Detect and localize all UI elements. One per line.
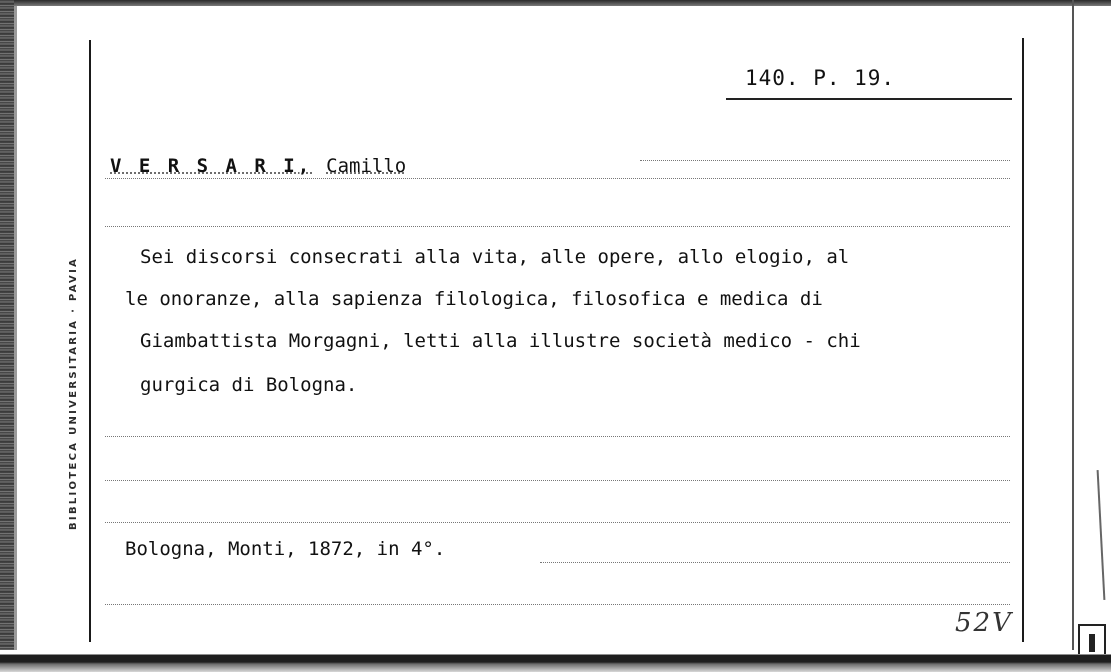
- guide-line: [105, 480, 1010, 481]
- guide-line: [105, 522, 1010, 523]
- shelfmark-underline: [726, 98, 1012, 100]
- guide-line: [540, 562, 1010, 563]
- author-given-name: Camillo: [326, 155, 407, 177]
- guide-line: [105, 226, 1010, 227]
- imprint: Bologna, Monti, 1872, in 4°.: [125, 538, 446, 560]
- title-line: Giambattista Morgagni, letti alla illustre società medico - chi: [140, 330, 861, 352]
- card-left-rule: [89, 40, 91, 642]
- scan-right-edge: [1072, 0, 1074, 650]
- guide-line: [640, 160, 1010, 161]
- scan-bottom-edge: [0, 650, 1111, 672]
- guide-line: [105, 178, 1010, 179]
- shelfmark: 140. P. 19.: [745, 66, 896, 90]
- scan-mark: [1097, 470, 1106, 600]
- author-heading: [110, 155, 406, 177]
- library-stamp: BIBLIOTECA UNIVERSITARIA · PAVIA: [68, 256, 79, 530]
- corner-mark: [1078, 624, 1106, 654]
- handwritten-note: 52V: [955, 608, 1013, 638]
- author-surname: V E R S A R I,: [110, 155, 313, 177]
- guide-line: [105, 604, 1010, 605]
- guide-line: [105, 436, 1010, 437]
- scan-left-edge: [0, 0, 14, 672]
- title-line: Sei discorsi consecrati alla vita, alle opere, allo elogio, al: [140, 246, 850, 268]
- title-line: le onoranze, alla sapienza filologica, filosofica e medica di: [125, 288, 823, 310]
- scan-top-edge: [14, 0, 1111, 6]
- title-line: gurgica di Bologna.: [140, 374, 358, 396]
- card-right-rule: [1022, 38, 1024, 642]
